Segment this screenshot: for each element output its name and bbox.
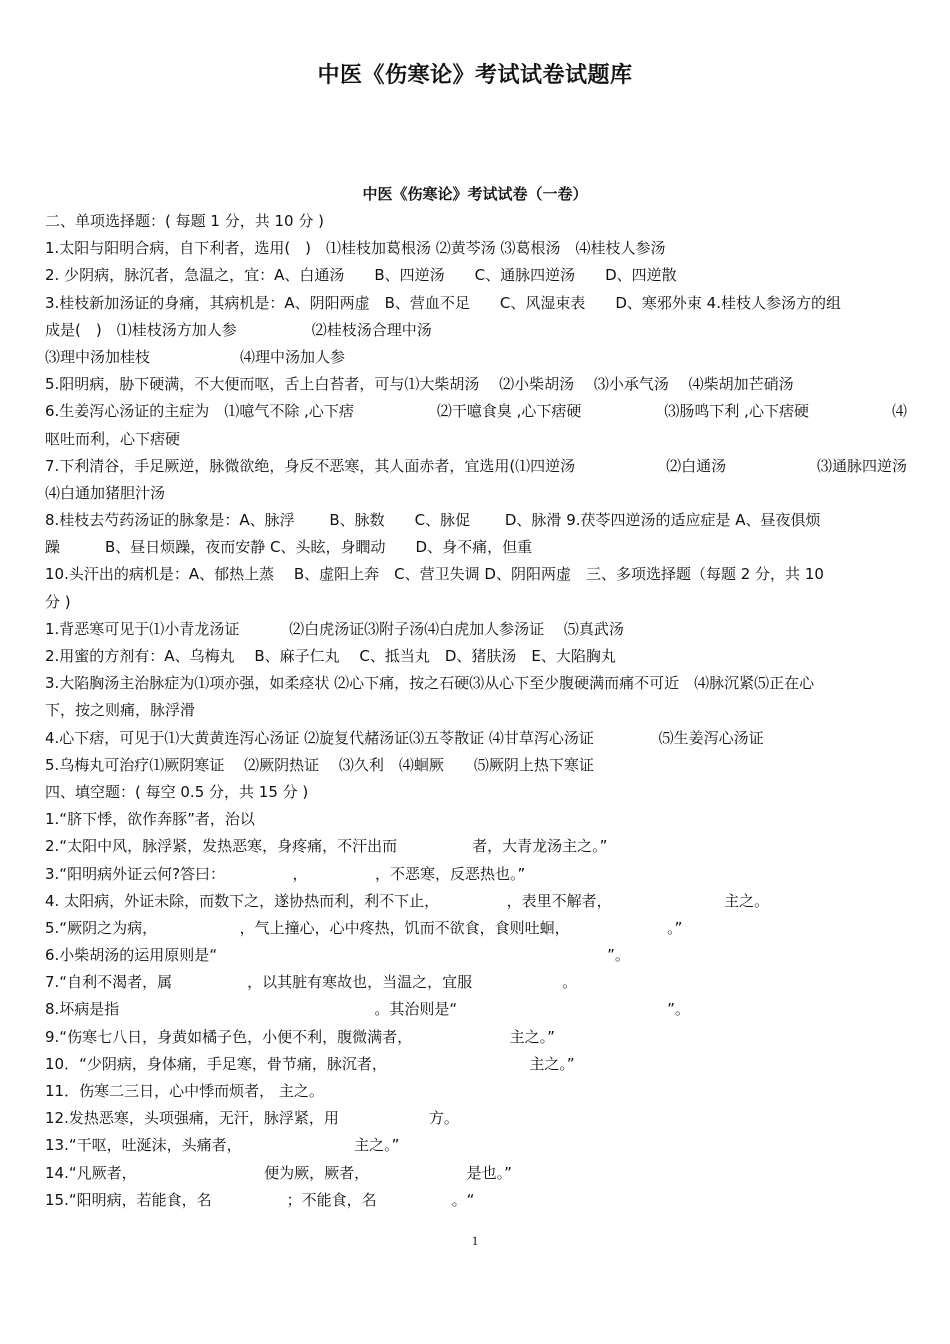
question-line: 13.“干呕，吐涎沫，头痛者， 主之。” (45, 1136, 400, 1155)
question-line: 躁 B、昼日烦躁，夜而安静 C、头眩，身瞤动 D、身不痛，但重 (45, 538, 533, 557)
option-text: ⑷ (891, 402, 907, 421)
option-text: ⑶通脉四逆汤 (816, 456, 907, 475)
question-line (45, 453, 907, 480)
question-line: 10．“少阴病，身体痛，手足寒，骨节痛，脉沉者， 主之。” (45, 1054, 575, 1073)
question-line: 3.“阳明病外证云何?答曰： ， ，不恶寒，反恶热也。” (45, 864, 526, 883)
question-line: 5.“厥阴之为病， ，气上撞心，心中疼热，饥而不欲食，食则吐蛔， 。” (45, 918, 683, 937)
question-line: 15.“阳明病，若能食，名 ；不能食，名 。“ (45, 1190, 475, 1209)
section-heading-single-choice: 二、单项选择题：( 每题 1 分，共 10 分 ) (45, 212, 324, 230)
option-text: ⑵白通汤 (666, 456, 727, 475)
exam-subtitle: 中医《伤寒论》考试试卷（一卷） (362, 185, 588, 203)
question-line: 下，按之则痛，脉浮滑 (45, 701, 196, 720)
question-line: 4. 太阳病，外证未除，而数下之，遂协热而利，利不下止， ，表里不解者， 主之。 (45, 891, 770, 910)
question-line: 3.大陷胸汤主治脉症为⑴项亦强，如柔痉状 ⑵心下痛，按之石硬⑶从心下至少腹硬满而痛不可近 ⑷脉沉紧⑸正在心 (45, 674, 815, 693)
question-line: 6.小柴胡汤的运用原则是“ ”。 (45, 946, 630, 965)
question-line: 呕吐而利，心下痞硬 (45, 429, 181, 448)
question-line: 1.太阳与阳明合病，自下利者，选用( ) ⑴桂枝加葛根汤 ⑵黄芩汤 ⑶葛根汤 ⑷桂枝人参汤 (45, 239, 666, 258)
exam-body (45, 208, 907, 1214)
question-line: ⑷白通加猪胆汁汤 (45, 483, 166, 502)
question-line: 2.“太阳中风，脉浮紧，发热恶寒，身疼痛，不汗出而 者，大青龙汤主之。” (45, 837, 608, 856)
question-line: 4.心下痞，可见于⑴大黄黄连泻心汤证 ⑵旋复代赭汤证⑶五苓散证 ⑷甘草泻心汤证 ⑸生姜泻心汤证 (45, 728, 764, 747)
question-segment: 7.下利清谷，手足厥逆，脉微欲绝，身反不恶寒，其人面赤者，宜选用(⑴四逆汤 (45, 456, 576, 475)
option-text: ⑵干噫食臭 ,心下痞硬 (436, 402, 582, 421)
question-line: 分 ) (45, 592, 71, 611)
question-line: 2. 少阴病，脉沉者，急温之，宜：A、白通汤 B、四逆汤 C、通脉四逆汤 D、四逆散 (45, 266, 677, 285)
question-line: 1.背恶寒可见于⑴小青龙汤证 ⑵白虎汤证⑶附子汤⑷白虎加人参汤证 ⑸真武汤 (45, 619, 624, 638)
question-line: 9.“伤寒七八日，身黄如橘子色，小便不利，腹微满者， 主之。” (45, 1027, 555, 1046)
question-line: 2.用蜜的方剂有：A、乌梅丸 B、麻子仁丸 C、抵当丸 D、猪肤汤 E、大陷胸丸 (45, 647, 616, 665)
question-line: 成是( ) ⑴桂枝汤方加人参 ⑵桂枝汤合理中汤 (45, 320, 432, 339)
question-segment: 6.生姜泻心汤证的主症为 ⑴噫气不除 ,心下痞 (45, 402, 354, 421)
question-line: 11．伤寒二三日，心中悸而烦者， 主之。 (45, 1082, 324, 1100)
question-line: 7.“自利不渴者，属 ，以其脏有寒故也，当温之，宜服 。 (45, 973, 578, 992)
question-line: 8.桂枝去芍药汤证的脉象是：A、脉浮 B、脉数 C、脉促 D、脉滑 9.茯苓四逆汤的适应症是 A、昼夜俱烦 (45, 511, 821, 530)
question-line: ⑶理中汤加桂枝 ⑷理中汤加人参 (45, 347, 346, 366)
question-line: 14.“凡厥者， 便为厥，厥者， 是也。” (45, 1163, 512, 1182)
question-line: 10.头汗出的病机是：A、郁热上蒸 B、虚阳上奔 C、营卫失调 D、阴阳两虚 三、多项选择题（每题 2 分，共 10 (45, 565, 824, 584)
question-line: 3.桂枝新加汤证的身痛，其病机是：A、阴阳两虚 B、营血不足 C、风湿束表 D、寒邪外束 4.桂枝人参汤方的组 (45, 293, 841, 312)
question-line (45, 398, 907, 425)
section-heading-fill-blank: 四、填空题：( 每空 0.5 分，共 15 分 ) (45, 782, 309, 801)
question-line: 1.“脐下悸，欲作奔豚”者，治以 (45, 810, 255, 829)
option-text: ⑶肠鸣下利 ,心下痞硬 (664, 402, 809, 421)
question-line: 5.阳明病，胁下硬满，不大便而呕，舌上白苔者，可与⑴大柴胡汤 ⑵小柴胡汤 ⑶小承气汤 ⑷柴胡加芒硝汤 (45, 375, 794, 394)
question-line: 5.乌梅丸可治疗⑴厥阴寒证 ⑵厥阴热证 ⑶久利 ⑷蛔厥 ⑸厥阴上热下寒证 (45, 755, 594, 774)
document-title: 中医《伤寒论》考试试卷试题库 (317, 63, 633, 88)
question-line: 8.坏病是指 。其治则是“ ”。 (45, 1000, 690, 1019)
question-line: 12.发热恶寒，头项强痛，无汗，脉浮紧，用 方。 (45, 1109, 459, 1128)
page-number: 1 (471, 1233, 479, 1248)
